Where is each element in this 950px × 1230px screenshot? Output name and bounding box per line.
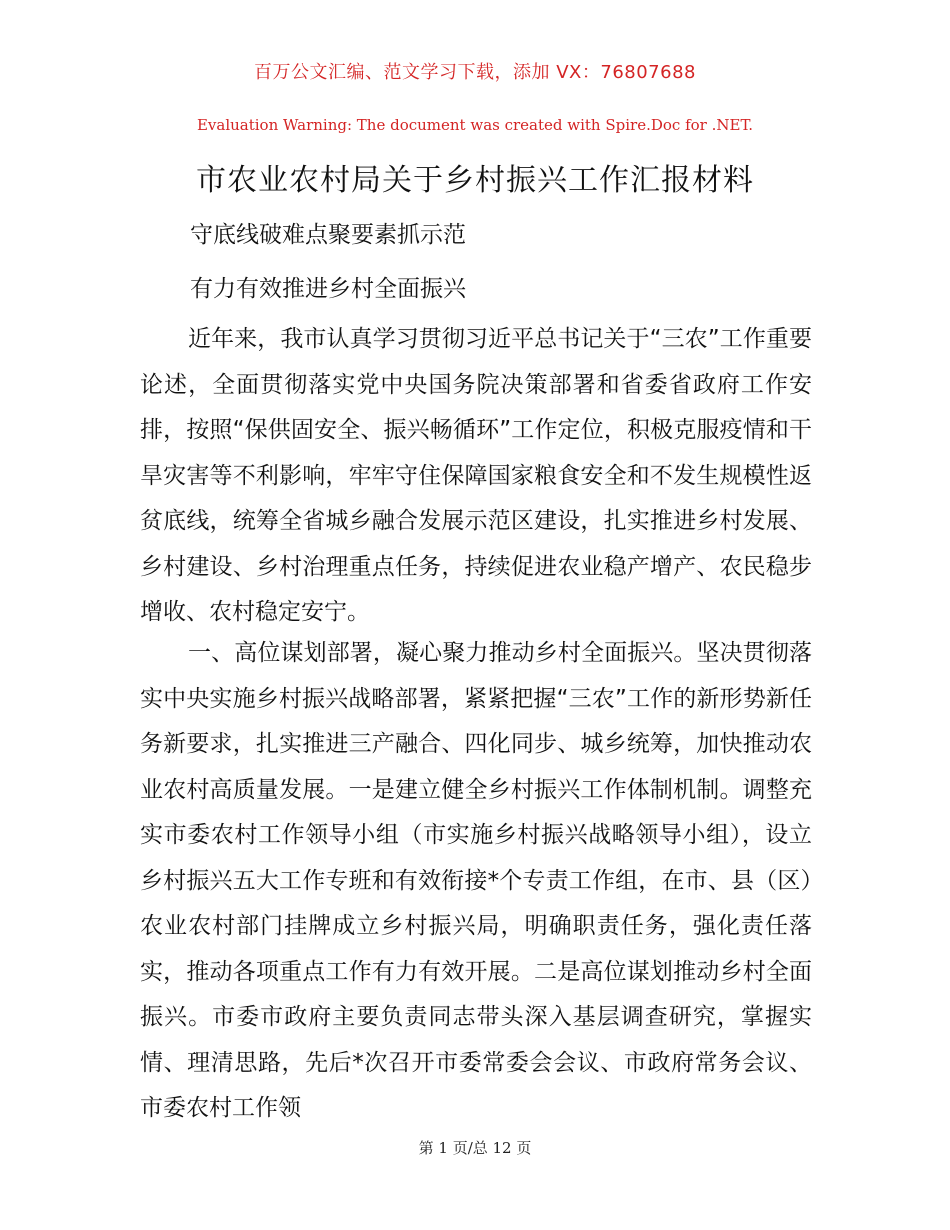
evaluation-warning: Evaluation Warning: The document was created with Spire.Doc for .NET. xyxy=(196,116,754,134)
paragraph-text: 近年来，我市认真学习贯彻习近平总书记关于“三农”工作重要论述，全面贯彻落实党中央国务院决策部署和省委省政府工作安排，按照“保供固安全、振兴畅循环”工作定位，积极克服疫情和干旱灾害等不利影响，牢牢守住保障国家粮食安全和不发生规模性返贫底线，统筹全省城乡融合发展示范区建设，扎实推进乡村发展、乡村建设、乡村治理重点任务，持续促进农业稳产增产、农民稳步增收、农村稳定安宁。 xyxy=(140,326,812,625)
page-number-footer: 第 1 页/总 12 页 xyxy=(418,1139,532,1157)
subtitle-line-1: 守底线破难点聚要素抓示范 xyxy=(190,222,466,248)
paragraph-text: 一、高位谋划部署，凝心聚力推动乡村全面振兴。坚决贯彻落实中央实施乡村振兴战略部署，紧紧把握“三农”工作的新形势新任务新要求，扎实推进三产融合、四化同步、城乡统筹，加快推动农业农村高质量发展。一是建立健全乡村振兴工作体制机制。调整充实市委农村工作领导小组（市实施乡村振兴战略领导小组），设立乡村振兴五大工作专班和有效衔接*个专责工作组，在市、县（区）农业农村部门挂牌成立乡村振兴局，明确职责任务，强化责任落实，推动各项重点工作有力有效开展。二是高位谋划推动乡村全面振兴。市委市政府主要负责同志带头深入基层调查研究，掌握实情、理清思路，先后*次召开市委常委会会议、市政府常务会议、市委农村工作领 xyxy=(140,640,812,1121)
body-paragraph-2 xyxy=(140,631,812,1132)
body-paragraph-1 xyxy=(140,317,812,636)
subtitle-line-2: 有力有效推进乡村全面振兴 xyxy=(190,276,466,302)
header-ad-text: 百万公文汇编、范文学习下载，添加 VX：76807688 xyxy=(254,62,696,83)
document-title: 市农业农村局关于乡村振兴工作汇报材料 xyxy=(196,163,754,198)
